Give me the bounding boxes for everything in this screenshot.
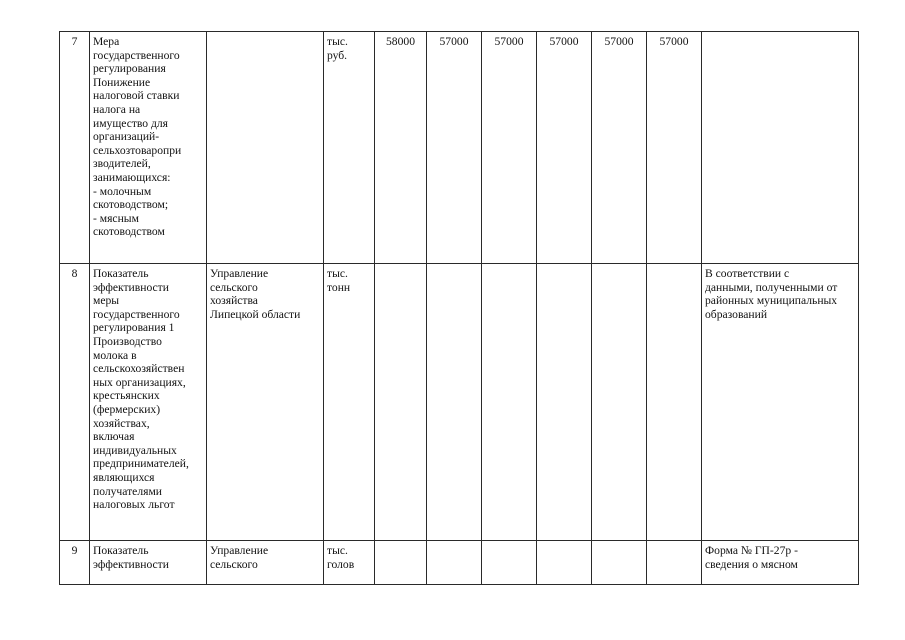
indicator-name-cell bbox=[90, 264, 207, 541]
unit-cell bbox=[324, 541, 375, 585]
value-cell bbox=[375, 541, 427, 585]
cell-text-line: эффективности bbox=[93, 557, 169, 571]
row-number-cell: 8 bbox=[60, 264, 90, 541]
value-cell bbox=[427, 541, 482, 585]
cell-text-line: регулирования 1 bbox=[93, 321, 175, 335]
value-cell bbox=[537, 541, 592, 585]
unit-cell bbox=[324, 264, 375, 541]
cell-text-line: скотоводством bbox=[93, 225, 165, 239]
cell-text-line: являющихся bbox=[93, 470, 155, 484]
cell-text-line: государственного bbox=[93, 48, 180, 62]
cell-text-line: ных организациях, bbox=[93, 375, 186, 389]
cell-text-line: Производство bbox=[93, 334, 162, 348]
value-cell bbox=[482, 264, 537, 541]
cell-text-line: Управление bbox=[210, 544, 269, 557]
cell-text-line: сельского bbox=[210, 557, 258, 571]
indicator-name-cell bbox=[90, 32, 207, 264]
table-body bbox=[60, 32, 859, 585]
cell-text-line: получателями bbox=[93, 484, 162, 498]
cell-text-line: районных муниципальных bbox=[705, 294, 838, 308]
cell-text-line: хозяйствах, bbox=[93, 416, 150, 430]
value-cell: 57000 bbox=[647, 32, 702, 264]
cell-text-line: Управление bbox=[210, 267, 269, 280]
cell-text-line: тыс. bbox=[327, 267, 348, 280]
note-cell bbox=[702, 32, 859, 264]
value-cell bbox=[482, 541, 537, 585]
cell-text-line: голов bbox=[327, 557, 355, 571]
cell-text-line: руб. bbox=[327, 48, 348, 62]
note-cell bbox=[702, 541, 859, 585]
cell-text-line: предпринимателей, bbox=[93, 457, 189, 471]
cell-text-line: зводителей, bbox=[93, 157, 151, 171]
cell-text-line: организаций- bbox=[93, 130, 160, 144]
cell-text-line: сельхозтоваропри bbox=[93, 143, 182, 157]
cell-text-line: регулирования bbox=[93, 62, 166, 76]
cell-text-line: образований bbox=[705, 307, 768, 321]
row-number-cell: 7 bbox=[60, 32, 90, 264]
table-row bbox=[60, 32, 859, 264]
value-cell: 57000 bbox=[592, 32, 647, 264]
cell-text-line: тонн bbox=[327, 280, 351, 294]
cell-text-line: Мера bbox=[93, 35, 120, 48]
cell-text-line: данными, полученными от bbox=[705, 280, 838, 294]
cell-text-line: (фермерских) bbox=[93, 402, 161, 416]
table-row bbox=[60, 541, 859, 585]
responsible-org-cell bbox=[207, 541, 324, 585]
indicator-name-cell bbox=[90, 541, 207, 585]
cell-text-line: налоговой ставки bbox=[93, 89, 180, 103]
cell-text-line: Понижение bbox=[93, 75, 151, 89]
cell-text-line: В соответствии с bbox=[705, 267, 790, 280]
value-cell bbox=[592, 264, 647, 541]
cell-text-line: сельского bbox=[210, 280, 258, 294]
cell-text-line: - мясным bbox=[93, 211, 139, 225]
cell-text-line: индивидуальных bbox=[93, 443, 177, 457]
cell-text-line: занимающихся: bbox=[93, 170, 171, 184]
table-row bbox=[60, 264, 859, 541]
indicators-table bbox=[59, 31, 859, 585]
value-cell: 57000 bbox=[537, 32, 592, 264]
responsible-org-cell bbox=[207, 32, 324, 264]
value-cell: 58000 bbox=[375, 32, 427, 264]
cell-text-line: государственного bbox=[93, 307, 180, 321]
cell-text-line: налога на bbox=[93, 102, 141, 116]
cell-text-line: крестьянских bbox=[93, 389, 160, 403]
cell-text-line: хозяйства bbox=[210, 294, 258, 308]
cell-text-line: Показатель bbox=[93, 267, 149, 280]
cell-text-line: Липецкой области bbox=[210, 307, 301, 321]
value-cell bbox=[647, 541, 702, 585]
unit-cell bbox=[324, 32, 375, 264]
cell-text-line: сельскохозяйствен bbox=[93, 362, 185, 376]
cell-text-line: имущество для bbox=[93, 116, 169, 130]
value-cell bbox=[375, 264, 427, 541]
cell-text-line: меры bbox=[93, 294, 120, 308]
cell-text-line: Форма № ГП-27р - bbox=[705, 544, 798, 557]
cell-text-line: эффективности bbox=[93, 280, 169, 294]
cell-text-line: включая bbox=[93, 430, 135, 444]
value-cell bbox=[647, 264, 702, 541]
cell-text-line: Показатель bbox=[93, 544, 149, 557]
cell-text-line: сведения о мясном bbox=[705, 557, 798, 571]
cell-text-line: молока в bbox=[93, 348, 137, 362]
value-cell bbox=[537, 264, 592, 541]
cell-text-line: - молочным bbox=[93, 184, 152, 198]
cell-text-line: налоговых льгот bbox=[93, 498, 175, 512]
cell-text-line: тыс. bbox=[327, 35, 348, 48]
cell-text-line: скотоводством; bbox=[93, 198, 169, 212]
responsible-org-cell bbox=[207, 264, 324, 541]
value-cell bbox=[592, 541, 647, 585]
cell-text-line: тыс. bbox=[327, 544, 348, 557]
row-number-cell: 9 bbox=[60, 541, 90, 585]
value-cell: 57000 bbox=[482, 32, 537, 264]
value-cell bbox=[427, 264, 482, 541]
note-cell bbox=[702, 264, 859, 541]
value-cell: 57000 bbox=[427, 32, 482, 264]
